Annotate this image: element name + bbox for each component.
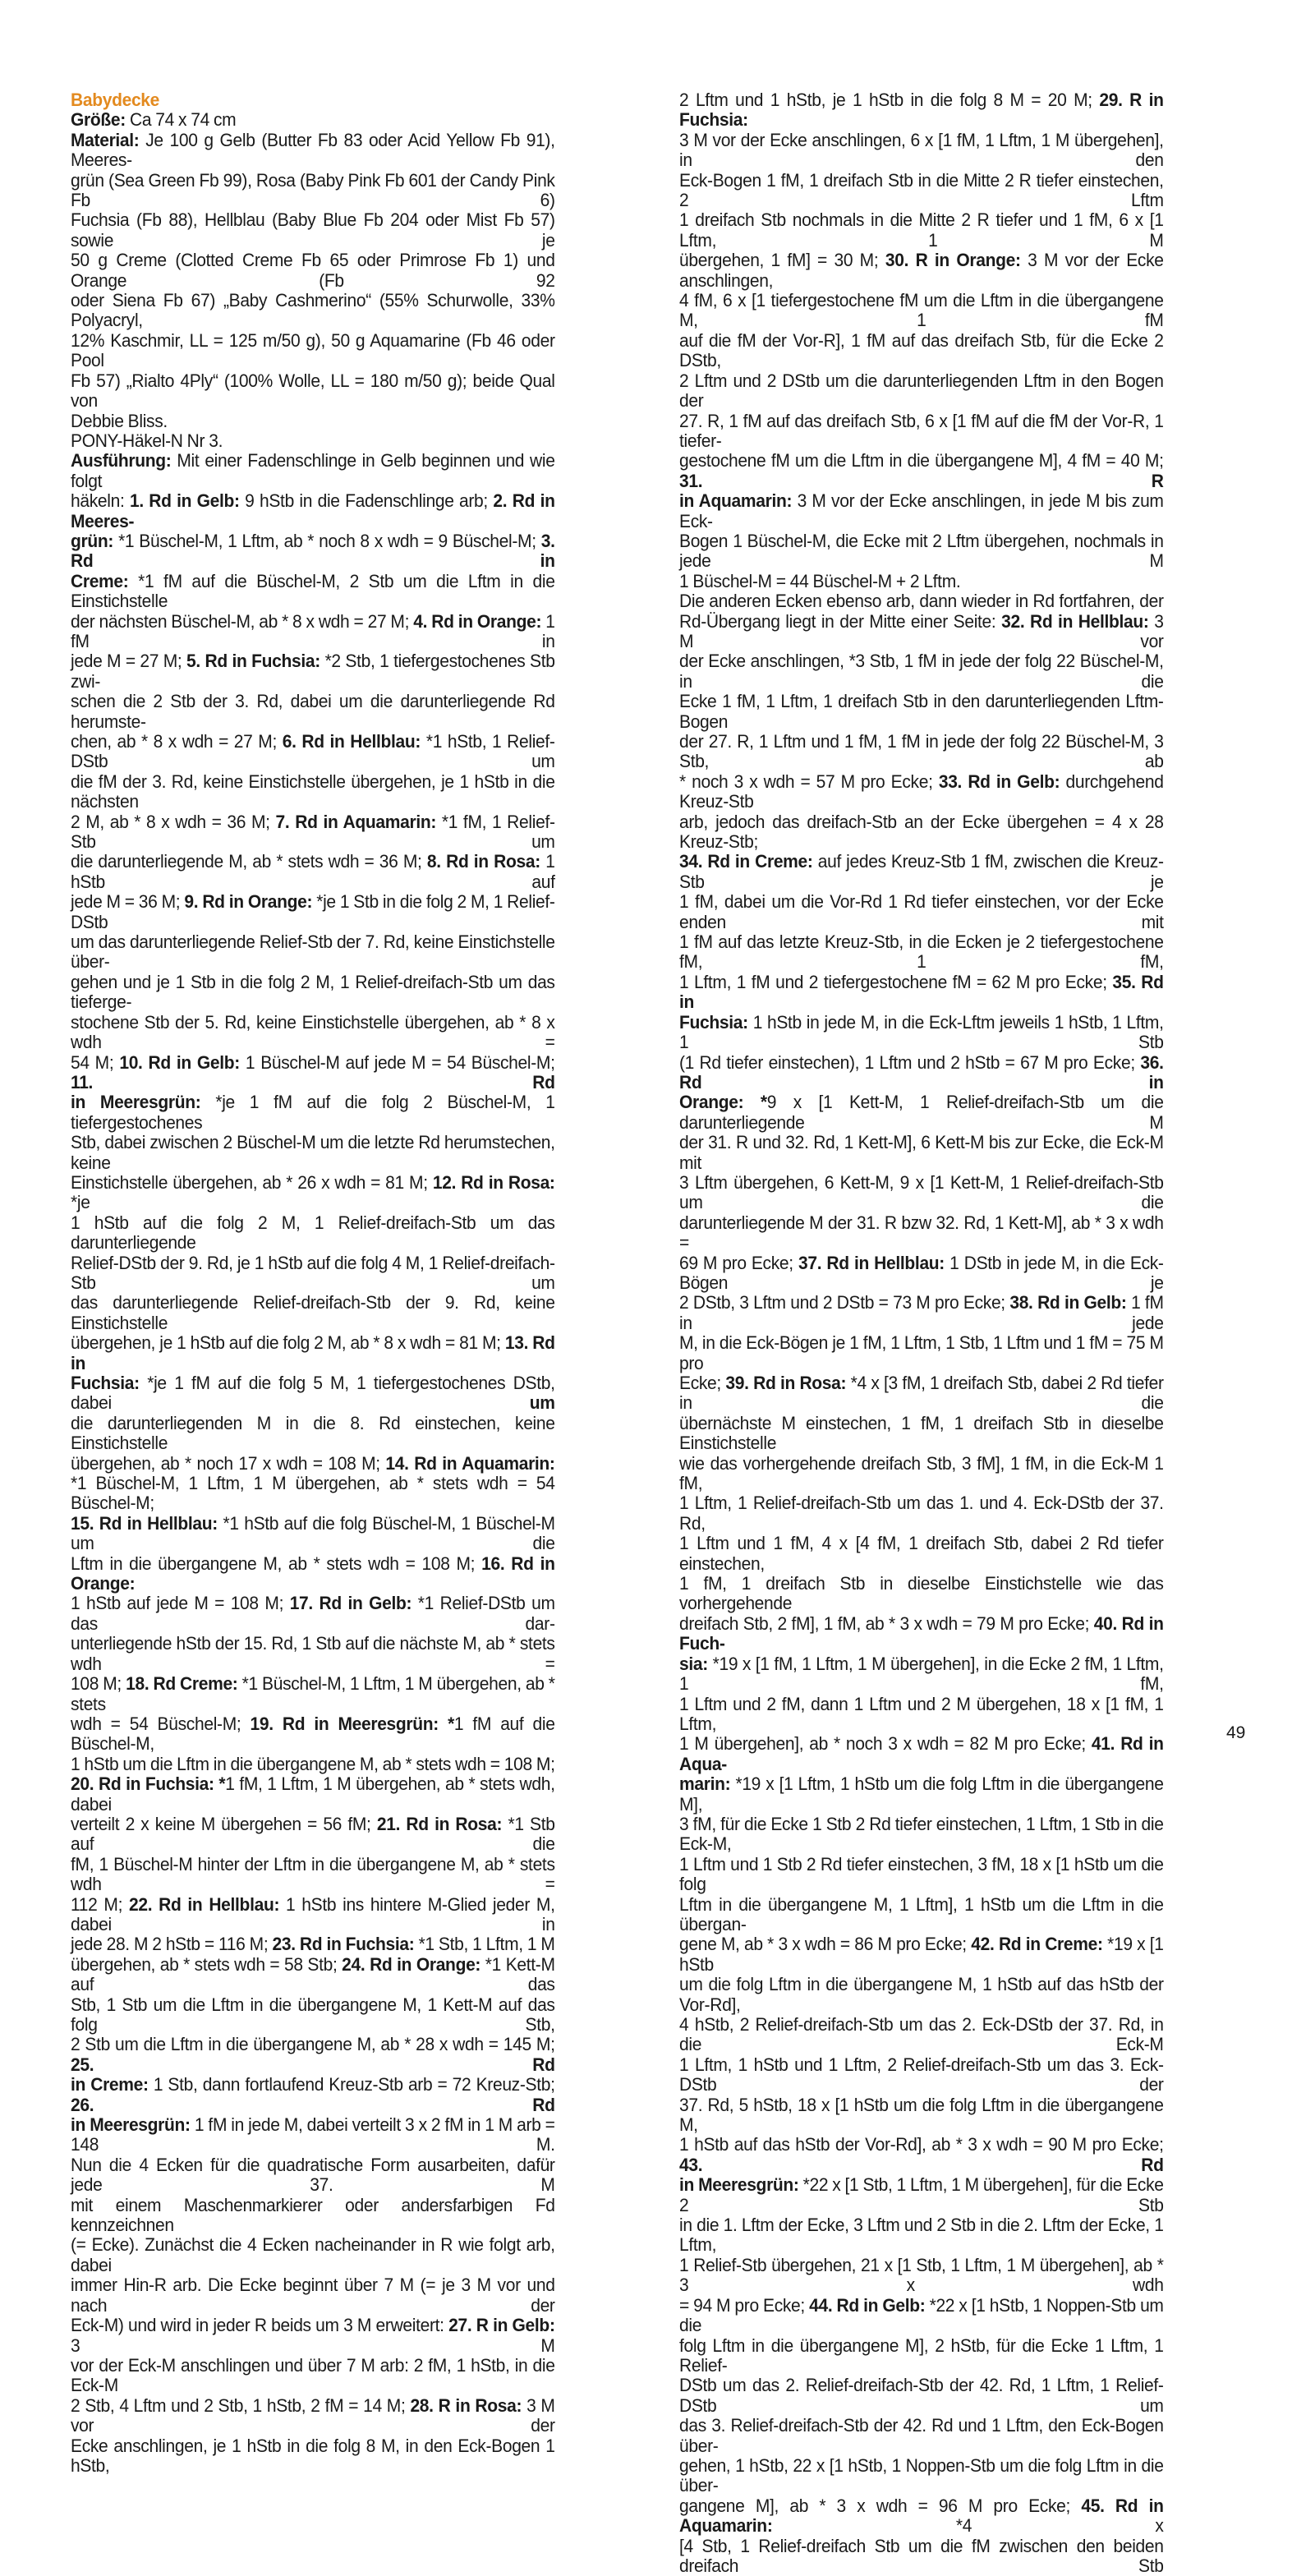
line: wie das vorhergehende dreifach Stb, 3 fM], 1 fM, in die Eck-M 1 fM, xyxy=(679,1452,1164,1494)
line: Die anderen Ecken ebenso arb, dann wieder in Rd fortfahren, der xyxy=(679,591,1164,612)
line: in Creme: 1 Stb, dann fortlaufend Kreuz-Stb arb = 72 Kreuz-Stb; 26. Rd xyxy=(71,2074,555,2115)
page-number: 49 xyxy=(1226,1723,1246,1742)
line: Relief-DStb der 9. Rd, je 1 hStb auf die folg 4 M, 1 Relief-dreifach-Stb um xyxy=(71,1252,555,1293)
line: 1 hStb auf jede M = 108 M; 17. Rd in Gelb: *1 Relief-DStb um das dar- xyxy=(71,1593,555,1634)
line: 50 g Creme (Clotted Creme Fb 65 oder Primrose Fb 1) und Orange (Fb 92 xyxy=(71,250,555,291)
line: (1 Rd tiefer einstechen), 1 Lftm und 2 hStb = 67 M pro Ecke; 36. Rd in xyxy=(679,1051,1164,1092)
line: folg Lftm in die übergangene M], 2 hStb, für die Ecke 1 Lftm, 1 Relief- xyxy=(679,2334,1164,2376)
line: verteilt 2 x keine M übergehen = 56 fM; 21. Rd in Rosa: *1 Stb auf die xyxy=(71,1813,555,1855)
line: übergehen, ab * noch 17 x wdh = 108 M; 14. Rd in Aquamarin: xyxy=(71,1452,555,1474)
line: M, in die Eck-Bögen je 1 fM, 1 Lftm, 1 Stb, 1 Lftm und 1 fM = 75 M pro xyxy=(679,1332,1164,1373)
line: 112 M; 22. Rd in Hellblau: 1 hStb ins hintere M-Glied jeder M, dabei in xyxy=(71,1893,555,1934)
line: in Aquamarin: 3 M vor der Ecke anschlingen, in jede M bis zum Eck- xyxy=(679,490,1164,531)
text-column-right xyxy=(679,90,1164,2576)
line: grün (Sea Green Fb 99), Rosa (Baby Pink Fb 601 der Candy Pink Fb 6) xyxy=(71,169,555,211)
line: Material: Je 100 g Gelb (Butter Fb 83 oder Acid Yellow Fb 91), Meeres- xyxy=(71,129,555,171)
line: 1 Relief-Stb übergehen, 21 x [1 Stb, 1 Lftm, 1 M übergehen], ab * 3 x wdh xyxy=(679,2254,1164,2296)
line: oder Siena Fb 67) „Baby Cashmerino“ (55% Schurwolle, 33% Polyacryl, xyxy=(71,290,555,331)
line: 1 fM, 1 dreifach Stb in dieselbe Einstichstelle wie das vorhergehende xyxy=(679,1573,1164,1614)
line: 2 Stb um die Lftm in die übergangene M, ab * 28 x wdh = 145 M; 25. Rd xyxy=(71,2034,555,2075)
line: in Meeresgrün: *je 1 fM auf die folg 2 Büschel-M, 1 tiefergestochenes xyxy=(71,1092,555,1133)
line: Fuchsia: *je 1 fM auf die folg 5 M, 1 tiefergestochenes DStb, dabei um xyxy=(71,1373,555,1414)
line: stochene Stb der 5. Rd, keine Einstichstelle übergehen, ab * 8 x wdh = xyxy=(71,1011,555,1053)
line: 1 fM auf das letzte Kreuz-Stb, in die Ecken je 2 tiefergestochene fM, 1 fM, xyxy=(679,932,1164,973)
line: übergehen, 1 fM] = 30 M; 30. R in Orange: 3 M vor der Ecke anschlingen, xyxy=(679,250,1164,291)
line: sia: *19 x [1 fM, 1 Lftm, 1 M übergehen], in die Ecke 2 fM, 1 Lftm, 1 fM, xyxy=(679,1653,1164,1695)
line: um das darunterliegende Relief-Stb der 7. Rd, keine Einstichstelle über- xyxy=(71,932,555,973)
line: Fb 57) „Rialto 4Ply“ (100% Wolle, LL = 180 m/50 g); beide Qual von xyxy=(71,370,555,412)
line: (= Ecke). Zunächst die 4 Ecken nacheinander in R wie folgt arb, dabei xyxy=(71,2234,555,2275)
line: PONY-Häkel-N Nr 3. xyxy=(71,430,223,451)
line: übergehen, ab * stets wdh = 58 Stb; 24. Rd in Orange: *1 Kett-M auf das xyxy=(71,1953,555,1995)
line: Eck-M) und wird in jeder R beids um 3 M erweitert: 27. R in Gelb: 3 M xyxy=(71,2315,555,2356)
line: Rd-Übergang liegt in der Mitte einer Seite: 32. Rd in Hellblau: 3 M vor xyxy=(679,610,1164,651)
line: 34. Rd in Creme: auf jedes Kreuz-Stb 1 fM, zwischen die Kreuz-Stb je xyxy=(679,851,1164,892)
line: 15. Rd in Hellblau: *1 hStb auf die folg Büschel-M, 1 Büschel-M um die xyxy=(71,1512,555,1554)
line: unterliegende hStb der 15. Rd, 1 Stb auf die nächste M, ab * stets wdh = xyxy=(71,1633,555,1674)
line: 12% Kaschmir, LL = 125 m/50 g), 50 g Aquamarine (Fb 46 oder Pool xyxy=(71,329,555,371)
line: jede M = 27 M; 5. Rd in Fuchsia: *2 Stb, 1 tiefergestochenes Stb zwi- xyxy=(71,651,555,692)
line: 1 fM, dabei um die Vor-Rd 1 Rd tiefer einstechen, vor der Ecke enden mit xyxy=(679,891,1164,932)
line: mit einem Maschenmarkierer oder andersfarbigen Fd kennzeichnen xyxy=(71,2194,555,2236)
line: arb, jedoch das dreifach-Stb an der Ecke übergehen = 4 x 28 Kreuz-Stb; xyxy=(679,811,1164,853)
line: vor der Eck-M anschlingen und über 7 M arb: 2 fM, 1 hStb, in die Eck-M xyxy=(71,2354,555,2396)
line: Creme: *1 fM auf die Büschel-M, 2 Stb um die Lftm in die Einstichstelle xyxy=(71,570,555,612)
line: 1 hStb auf das hStb der Vor-Rd], ab * 3 x wdh = 90 M pro Ecke; 43. Rd xyxy=(679,2134,1164,2175)
line: * noch 3 x wdh = 57 M pro Ecke; 33. Rd in Gelb: durchgehend Kreuz-Stb xyxy=(679,770,1164,812)
line: häkeln: 1. Rd in Gelb: 9 hStb in die Fadenschlinge arb; 2. Rd in Meeres- xyxy=(71,490,555,531)
line: das darunterliegende Relief-dreifach-Stb der 9. Rd, keine Einstichstelle xyxy=(71,1292,555,1333)
line: jede M = 36 M; 9. Rd in Orange: *je 1 Stb in die folg 2 M, 1 Relief-DStb xyxy=(71,891,555,932)
line: 3 fM, für die Ecke 1 Stb 2 Rd tiefer einstechen, 1 Lftm, 1 Stb in die Eck-M, xyxy=(679,1813,1164,1855)
line: Ecke anschlingen, je 1 hStb in die folg 8 M, in den Eck-Bogen 1 hStb, xyxy=(71,2435,555,2476)
line: 1 dreifach Stb nochmals in die Mitte 2 R tiefer und 1 fM, 6 x [1 Lftm, 1 M xyxy=(679,209,1164,251)
line: 54 M; 10. Rd in Gelb: 1 Büschel-M auf jede M = 54 Büschel-M; 11. Rd xyxy=(71,1051,555,1092)
line: Debbie Bliss. xyxy=(71,410,168,431)
line: Eck-Bogen 1 fM, 1 dreifach Stb in die Mitte 2 R tiefer einstechen, 2 Lftm xyxy=(679,169,1164,211)
line: 37. Rd, 5 hStb, 18 x [1 hStb um die folg Lftm in die übergangene M, xyxy=(679,2094,1164,2136)
line: = 94 M pro Ecke; 44. Rd in Gelb: *22 x [1 hStb, 1 Noppen-Stb um die xyxy=(679,2294,1164,2336)
line: gehen, 1 hStb, 22 x [1 hStb, 1 Noppen-Stb um die folg Lftm in die über- xyxy=(679,2454,1164,2496)
line: Größe: Ca 74 x 74 cm xyxy=(71,109,237,131)
line: die darunterliegende M, ab * stets wdh = 36 M; 8. Rd in Rosa: 1 hStb auf xyxy=(71,851,555,892)
line: 1 Büschel-M = 44 Büschel-M + 2 Lftm. xyxy=(679,570,961,591)
line: 1 hStb um die Lftm in die übergangene M, ab * stets wdh = 108 M; xyxy=(71,1753,555,1774)
line: um die folg Lftm in die übergangene M, 1 hStb auf das hStb der Vor-Rd], xyxy=(679,1974,1164,2015)
line: 3 M vor der Ecke anschlingen, 6 x [1 fM, 1 Lftm, 1 M übergehen], in den xyxy=(679,129,1164,171)
line: in Meeresgrün: 1 fM in jede M, dabei verteilt 3 x 2 fM in 1 M arb = 148 M. xyxy=(71,2114,555,2155)
line: 20. Rd in Fuchsia: *1 fM, 1 Lftm, 1 M übergehen, ab * stets wdh, dabei xyxy=(71,1773,555,1815)
text-column-left xyxy=(71,90,555,2476)
line: Babydecke xyxy=(71,90,160,110)
line: jede 28. M 2 hStb = 116 M; 23. Rd in Fuchsia: *1 Stb, 1 Lftm, 1 M xyxy=(71,1934,555,1955)
line: gangene M], ab * 3 x wdh = 96 M pro Ecke; 45. Rd in Aquamarin: *4 x xyxy=(679,2495,1164,2537)
line: 4 hStb, 2 Relief-dreifach-Stb um das 2. Eck-DStb der 37. Rd, in die Eck-M xyxy=(679,2014,1164,2055)
line: die darunterliegenden M in die 8. Rd einstechen, keine Einstichstelle xyxy=(71,1412,555,1454)
line: 1 Lftm, 1 fM und 2 tiefergestochene fM = 62 M pro Ecke; 35. Rd in xyxy=(679,971,1164,1013)
line: übergehen, je 1 hStb auf die folg 2 M, ab * 8 x wdh = 81 M; 13. Rd in xyxy=(71,1332,555,1373)
line: übernächste M einstechen, 1 fM, 1 dreifach Stb in dieselbe Einstichstelle xyxy=(679,1412,1164,1454)
line: grün: *1 Büschel-M, 1 Lftm, ab * noch 8 x wdh = 9 Büschel-M; 3. Rd in xyxy=(71,530,555,572)
line: Stb, 1 Stb um die Lftm in die übergangene M, 1 Kett-M auf das folg Stb, xyxy=(71,1994,555,2035)
line: Lftm in die übergangene M, 1 Lftm], 1 hStb um die Lftm in die übergan- xyxy=(679,1893,1164,1934)
line: Fuchsia: 1 hStb in jede M, in die Eck-Lftm jeweils 1 hStb, 1 Lftm, 1 Stb xyxy=(679,1011,1164,1053)
line: 2 Lftm und 1 hStb, je 1 hStb in die folg 8 M = 20 M; 29. R in Fuchsia: xyxy=(679,90,1164,131)
line: dreifach Stb, 2 fM], 1 fM, ab * 3 x wdh = 79 M pro Ecke; 40. Rd in Fuch- xyxy=(679,1612,1164,1654)
line: Stb, dabei zwischen 2 Büschel-M um die letzte Rd herumstechen, keine xyxy=(71,1132,555,1173)
line: 1 M übergehen], ab * noch 3 x wdh = 82 M pro Ecke; 41. Rd in Aqua- xyxy=(679,1733,1164,1774)
line: 3 Lftm übergehen, 6 Kett-M, 9 x [1 Kett-M, 1 Relief-dreifach-Stb um die xyxy=(679,1171,1164,1213)
line: 1 Lftm, 1 Relief-dreifach-Stb um das 1. und 4. Eck-DStb der 37. Rd, xyxy=(679,1493,1164,1534)
line: der 27. R, 1 Lftm und 1 fM, 1 fM in jede der folg 22 Büschel-M, 3 Stb, ab xyxy=(679,731,1164,772)
line: gehen und je 1 Stb in die folg 2 M, 1 Relief-dreifach-Stb um das tieferge- xyxy=(71,971,555,1013)
line: *1 Büschel-M, 1 Lftm, 1 M übergehen, ab * stets wdh = 54 Büschel-M; xyxy=(71,1473,555,1514)
line: 2 DStb, 3 Lftm und 2 DStb = 73 M pro Ecke; 38. Rd in Gelb: 1 fM in jede xyxy=(679,1292,1164,1333)
line: Ecke; 39. Rd in Rosa: *4 x [3 fM, 1 dreifach Stb, dabei 2 Rd tiefer in die xyxy=(679,1373,1164,1414)
line: 27. R, 1 fM auf das dreifach Stb, 6 x [1 fM auf die fM der Vor-R, 1 tiefer- xyxy=(679,410,1164,451)
line: [4 Stb, 1 Relief-dreifach Stb um die fM zwischen den beiden dreifach Stb xyxy=(679,2535,1164,2576)
line: auf die fM der Vor-R], 1 fM auf das dreifach Stb, für die Ecke 2 DStb, xyxy=(679,329,1164,371)
line: Nun die 4 Ecken für die quadratische Form ausarbeiten, dafür jede 37. M xyxy=(71,2154,555,2196)
line: Einstichstelle übergehen, ab * 26 x wdh = 81 M; 12. Rd in Rosa: *je xyxy=(71,1171,555,1213)
line: das 3. Relief-dreifach-Stb der 42. Rd und 1 Lftm, den Eck-Bogen über- xyxy=(679,2415,1164,2456)
line: die fM der 3. Rd, keine Einstichstelle übergehen, je 1 hStb in die nächsten xyxy=(71,770,555,812)
line: schen die 2 Stb der 3. Rd, dabei um die darunterliegende Rd herumste- xyxy=(71,691,555,732)
line: 2 Lftm und 2 DStb um die darunterliegenden Lftm in den Bogen der xyxy=(679,370,1164,412)
line: 1 Lftm, 1 hStb und 1 Lftm, 2 Relief-dreifach-Stb um das 3. Eck-DStb der xyxy=(679,2054,1164,2095)
line: Ausführung: Mit einer Fadenschlinge in Gelb beginnen und wie folgt xyxy=(71,450,555,491)
line: der 31. R und 32. Rd, 1 Kett-M], 6 Kett-M bis zur Ecke, die Eck-M mit xyxy=(679,1132,1164,1173)
line: darunterliegende M der 31. R bzw 32. Rd, 1 Kett-M], ab * 3 x wdh = xyxy=(679,1212,1164,1254)
line: 2 Stb, 4 Lftm und 2 Stb, 1 hStb, 2 fM = 14 M; 28. R in Rosa: 3 M vor der xyxy=(71,2394,555,2436)
line: 4 fM, 6 x [1 tiefergestochene fM um die Lftm in die übergangene M, 1 fM xyxy=(679,290,1164,331)
line: Orange: *9 x [1 Kett-M, 1 Relief-dreifach-Stb um die darunterliegende M xyxy=(679,1092,1164,1133)
line: 1 Lftm und 1 fM, 4 x [4 fM, 1 dreifach Stb, dabei 2 Rd tiefer einstechen, xyxy=(679,1533,1164,1574)
line: chen, ab * 8 x wdh = 27 M; 6. Rd in Hellblau: *1 hStb, 1 Relief-DStb um xyxy=(71,731,555,772)
line: in die 1. Lftm der Ecke, 3 Lftm und 2 Stb in die 2. Lftm der Ecke, 1 Lftm, xyxy=(679,2215,1164,2256)
line: 108 M; 18. Rd Creme: *1 Büschel-M, 1 Lftm, 1 M übergehen, ab * stets xyxy=(71,1673,555,1714)
line: DStb um das 2. Relief-dreifach-Stb der 42. Rd, 1 Lftm, 1 Relief-DStb um xyxy=(679,2375,1164,2416)
line: Lftm in die übergangene M, ab * stets wdh = 108 M; 16. Rd in Orange: xyxy=(71,1552,555,1594)
line: 2 M, ab * 8 x wdh = 36 M; 7. Rd in Aquamarin: *1 fM, 1 Relief-Stb um xyxy=(71,811,555,853)
line: Fuchsia (Fb 88), Hellblau (Baby Blue Fb 204 oder Mist Fb 57) sowie je xyxy=(71,209,555,251)
line: 1 Lftm und 1 Stb 2 Rd tiefer einstechen, 3 fM, 18 x [1 hStb um die folg xyxy=(679,1853,1164,1895)
line: immer Hin-R arb. Die Ecke beginnt über 7 M (= je 3 M vor und nach der xyxy=(71,2275,555,2316)
line: gestochene fM um die Lftm in die übergangene M], 4 fM = 40 M; 31. R xyxy=(679,450,1164,491)
line: der nächsten Büschel-M, ab * 8 x wdh = 27 M; 4. Rd in Orange: 1 fM in xyxy=(71,610,555,651)
line: Bogen 1 Büschel-M, die Ecke mit 2 Lftm übergehen, nochmals in jede M xyxy=(679,530,1164,572)
line: 1 Lftm und 2 fM, dann 1 Lftm und 2 M übergehen, 18 x [1 fM, 1 Lftm, xyxy=(679,1693,1164,1734)
line: 69 M pro Ecke; 37. Rd in Hellblau: 1 DStb in jede M, in die Eck-Bögen je xyxy=(679,1252,1164,1293)
line: in Meeresgrün: *22 x [1 Stb, 1 Lftm, 1 M übergehen], für die Ecke 2 Stb xyxy=(679,2174,1164,2215)
line: 1 hStb auf die folg 2 M, 1 Relief-dreifach-Stb um das darunterliegende xyxy=(71,1212,555,1254)
line: marin: *19 x [1 Lftm, 1 hStb um die folg Lftm in die übergangene M], xyxy=(679,1773,1164,1815)
line: wdh = 54 Büschel-M; 19. Rd in Meeresgrün: *1 fM auf die Büschel-M, xyxy=(71,1713,555,1755)
line: der Ecke anschlingen, *3 Stb, 1 fM in jede der folg 22 Büschel-M, in die xyxy=(679,651,1164,692)
line: Ecke 1 fM, 1 Lftm, 1 dreifach Stb in den darunterliegenden Lftm-Bogen xyxy=(679,691,1164,732)
line: gene M, ab * 3 x wdh = 86 M pro Ecke; 42. Rd in Creme: *19 x [1 hStb xyxy=(679,1934,1164,1975)
line: fM, 1 Büschel-M hinter der Lftm in die übergangene M, ab * stets wdh = xyxy=(71,1853,555,1895)
